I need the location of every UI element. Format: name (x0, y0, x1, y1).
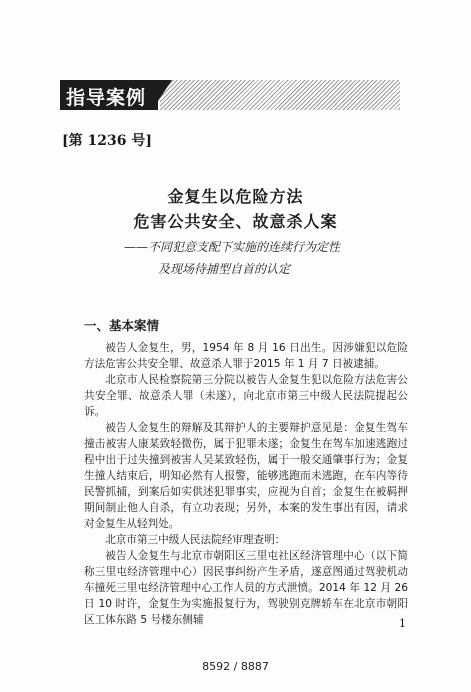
body-text (84, 340, 408, 628)
banner-slash-decoration (152, 80, 172, 110)
banner-label-box (60, 80, 158, 110)
case-title-line2: 危害公共安全、故意杀人案 (133, 212, 338, 231)
banner-stripes-decoration (160, 80, 400, 110)
paragraph: 北京市第三中级人民法院经审理查明： (105, 534, 286, 546)
section-heading: 一、基本案情 (84, 318, 160, 333)
section-banner (60, 80, 400, 110)
case-title-line1: 金复生以危险方法 (167, 187, 304, 206)
case-subtitle-line2: 及现场待捕型自首的认定 (158, 262, 291, 276)
paragraph: 被告人金复生，男，1954 年 8 月 16 日出生。因涉嫌犯以危险方法危害公共安全罪、故意杀人罪于2015 年 1 月 7 日被逮捕。 (84, 342, 408, 370)
case-number: [第 1236 号] (62, 133, 152, 149)
page-number: 1 (399, 617, 406, 630)
paragraph: 北京市人民检察院第三分院以被告人金复生犯以危险方法危害公共安全罪、故意杀人罪（未遂），向北京市第三中级人民法院提起公诉。 (84, 374, 408, 418)
banner-label: 指导案例 (66, 87, 147, 109)
case-subtitle-line1: ——不同犯意支配下实施的连续行为定性 (124, 240, 341, 254)
paragraph: 被告人金复生与北京市朝阳区三里屯社区经济管理中心（以下简称三里屯经济管理中心）因民事纠纷产生矛盾，遂意图通过驾驶机动车撞死三里屯经济管理中心工作人员的方式泄愤。2014 年 12 月 26 日 10 时许，金复生为实施报复行为，驾驶别克牌轿车在北京市朝阳区工体东路 5 号楼东侧辅 (84, 550, 408, 626)
page-counter: 8592 / 8887 (202, 660, 269, 673)
paragraph: 被告人金复生的辩解及其辩护人的主要辩护意见是：金复生驾车撞击被害人康某致轻微伤，属于犯罪未遂；金复生在驾车加速逃跑过程中出于过失撞到被害人吴某致轻伤，属于一般交通肇事行为；金复生撞人结束后，明知必然有人报警，能够逃跑而未逃跑，在车内等待民警抓捕，到案后如实供述犯罪事实，应视为自首；金复生在被羁押期间制止他人自杀，有立功表现；另外，本案的发生事出有因，请求对金复生从轻判处。 (84, 422, 408, 530)
